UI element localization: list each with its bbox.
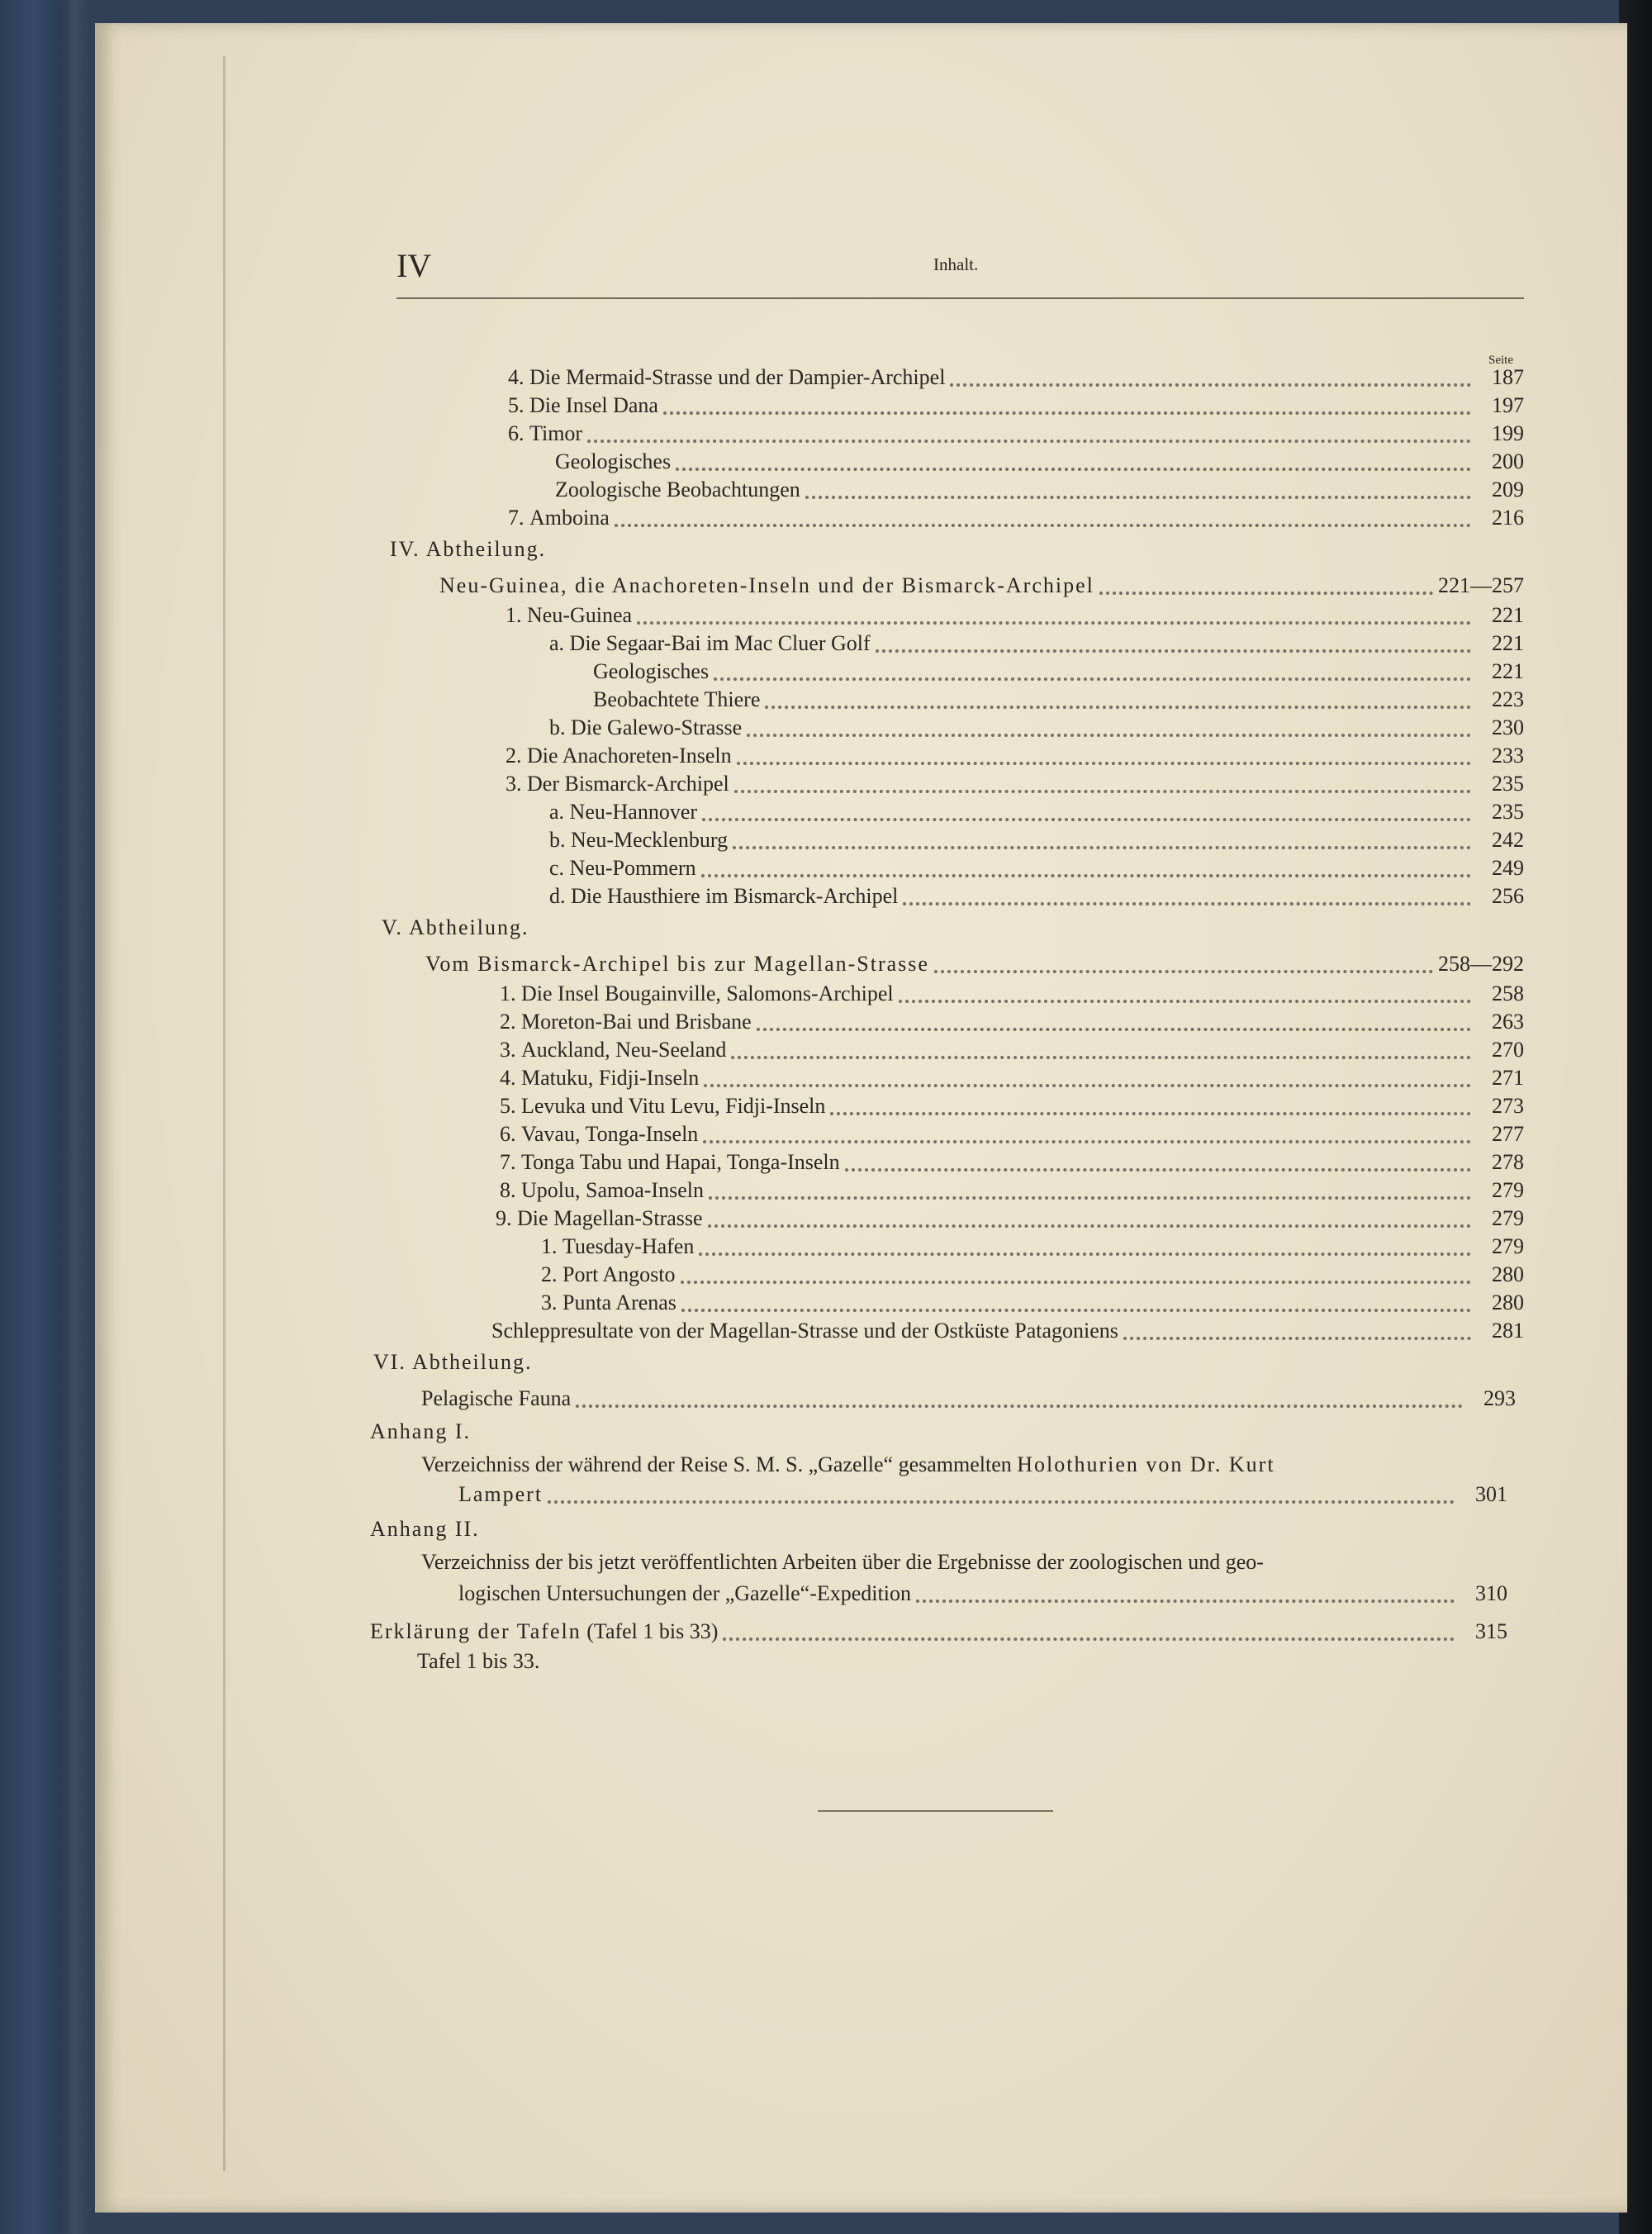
- toc-entry: Beobachtete Thiere 223: [593, 687, 1524, 711]
- toc-entry: 5. Levuka und Vitu Levu, Fidji-Inseln 273: [500, 1094, 1524, 1118]
- page-column-label: Seite: [1488, 354, 1513, 367]
- toc-entry: logischen Untersuchungen der „Gazelle“-Expedition 310: [458, 1581, 1507, 1605]
- toc-entry: Pelagische Fauna 293: [421, 1386, 1516, 1410]
- toc-entry: Erklärung der Tafeln (Tafel 1 bis 33) 315: [370, 1619, 1507, 1643]
- appendix-heading: Anhang I.: [370, 1419, 471, 1443]
- toc-entry: d. Die Hausthiere im Bismarck-Archipel 256: [549, 884, 1524, 908]
- toc-entry: 3. Der Bismarck-Archipel 235: [506, 772, 1524, 796]
- toc-entry: 1. Tuesday-Hafen 279: [541, 1234, 1524, 1258]
- toc-section-title: Vom Bismarck-Archipel bis zur Magellan-Strasse 258—292: [425, 952, 1524, 976]
- toc-sub-entry: Tafel 1 bis 33.: [417, 1649, 540, 1673]
- toc-entry: b. Neu-Mecklenburg 242: [549, 828, 1524, 852]
- toc-entry: 6. Vavau, Tonga-Inseln 277: [500, 1122, 1524, 1146]
- running-head: Inhalt.: [933, 254, 979, 274]
- gutter-line: [223, 56, 225, 2171]
- toc-entry: 4. Matuku, Fidji-Inseln 271: [500, 1066, 1524, 1090]
- toc-entry: c. Neu-Pommern 249: [549, 856, 1524, 880]
- section-heading: V. Abtheilung.: [382, 915, 529, 939]
- toc-entry: 2. Moreton-Bai und Brisbane 263: [500, 1010, 1524, 1034]
- toc-entry: 9. Die Magellan-Strasse 279: [496, 1206, 1524, 1230]
- section-heading: IV. Abtheilung.: [390, 537, 547, 561]
- toc-entry: 7. Tonga Tabu und Hapai, Tonga-Inseln 278: [500, 1150, 1524, 1174]
- toc-entry: 6. Timor 199: [508, 421, 1524, 445]
- toc-entry: Geologisches 221: [593, 659, 1524, 683]
- toc-entry: b. Die Galewo-Strasse 230: [549, 715, 1524, 739]
- closing-rule: [818, 1810, 1053, 1812]
- page-number: IV: [396, 247, 432, 284]
- toc-entry: a. Neu-Hannover 235: [549, 800, 1524, 824]
- toc-entry: Geologisches 200: [555, 449, 1524, 473]
- toc-entry: 1. Neu-Guinea 221: [506, 603, 1524, 627]
- toc-entry: 2. Die Anachoreten-Inseln 233: [506, 744, 1524, 768]
- toc-entry: 5. Die Insel Dana 197: [508, 393, 1524, 417]
- appendix-heading: Anhang II.: [370, 1517, 480, 1541]
- toc-entry: Zoologische Beobachtungen 209: [555, 478, 1524, 501]
- toc-entry: 4. Die Mermaid-Strasse und der Dampier-Archipel 187: [508, 365, 1524, 389]
- page-header: [396, 246, 1524, 299]
- toc-section-title: Neu-Guinea, die Anachoreten-Inseln und der Bismarck-Archipel 221—257: [439, 573, 1524, 597]
- toc-entry-line: Verzeichniss der während der Reise S. M. S. „Gazelle“ gesammelten Holothurien von Dr. Kurt: [421, 1452, 1275, 1476]
- section-heading: VI. Abtheilung.: [373, 1350, 533, 1374]
- toc-entry: a. Die Segaar-Bai im Mac Cluer Golf 221: [549, 631, 1524, 655]
- toc-entry: Lampert 301: [458, 1482, 1507, 1506]
- toc-entry: 3. Auckland, Neu-Seeland 270: [500, 1038, 1524, 1062]
- toc-entry: 1. Die Insel Bougainville, Salomons-Archipel 258: [500, 982, 1524, 1005]
- toc-entry: 7. Amboina 216: [508, 506, 1524, 530]
- toc-entry: 2. Port Angosto 280: [541, 1262, 1524, 1286]
- toc-entry: 8. Upolu, Samoa-Inseln 279: [500, 1178, 1524, 1202]
- toc-entry: 3. Punta Arenas 280: [541, 1290, 1524, 1314]
- toc-entry: Schleppresultate von der Magellan-Strasse und der Ostküste Patagoniens 281: [491, 1319, 1524, 1343]
- toc-entry-line: Verzeichniss der bis jetzt veröffentlichten Arbeiten über die Ergebnisse der zoologischen und geo-: [421, 1550, 1264, 1574]
